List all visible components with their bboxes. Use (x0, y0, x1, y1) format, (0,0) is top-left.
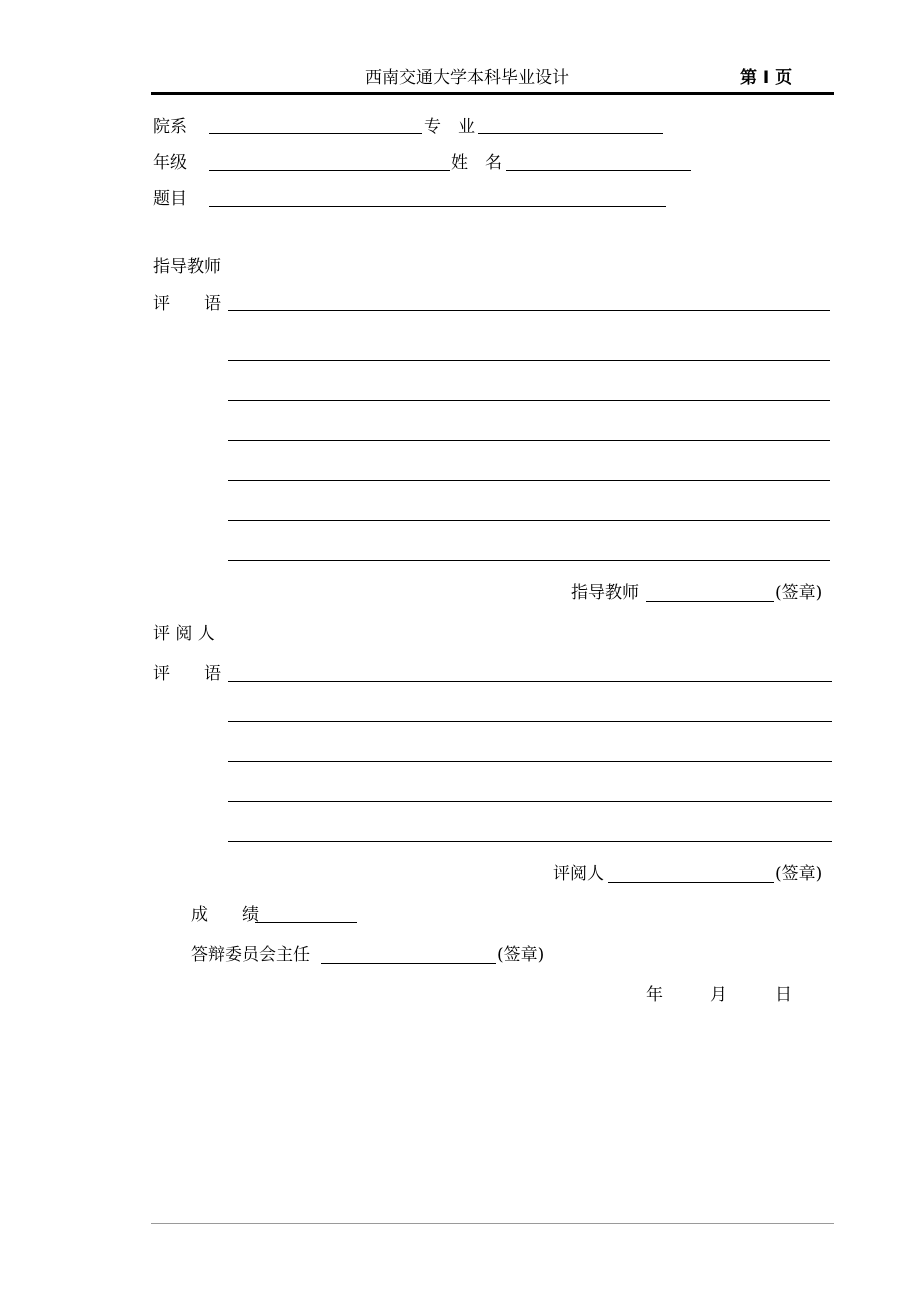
advisor-comment-line[interactable] (228, 520, 830, 521)
advisor-seal-label: (签章) (775, 583, 823, 603)
reviewer-comment-line[interactable] (228, 681, 832, 682)
advisor-heading: 指导教师 (153, 257, 221, 277)
score-field[interactable] (255, 922, 357, 923)
advisor-sign-label: 指导教师 (571, 583, 639, 603)
reviewer-sign-field[interactable] (608, 882, 774, 883)
date-year: 年 (646, 985, 663, 1005)
page-title: 西南交通大学本科毕业设计 (365, 68, 569, 88)
reviewer-comment-line[interactable] (228, 721, 832, 722)
advisor-comment-line[interactable] (228, 560, 830, 561)
name-field[interactable] (506, 170, 691, 171)
reviewer-comment-line[interactable] (228, 801, 832, 802)
name-label: 姓 名 (451, 153, 502, 173)
chair-label: 答辩委员会主任 (191, 945, 310, 965)
advisor-sign-field[interactable] (646, 601, 774, 602)
major-label: 专 业 (424, 117, 475, 137)
score-label: 成 绩 (191, 905, 259, 925)
reviewer-comment-line[interactable] (228, 761, 832, 762)
chair-sign-field[interactable] (321, 963, 496, 964)
advisor-comment-line[interactable] (228, 400, 830, 401)
major-field[interactable] (478, 133, 663, 134)
reviewer-sign-label: 评阅人 (553, 864, 604, 884)
advisor-comment-line[interactable] (228, 480, 830, 481)
reviewer-seal-label: (签章) (775, 864, 823, 884)
page-number: 第 I 页 (740, 68, 793, 88)
advisor-comment-line[interactable] (228, 440, 830, 441)
advisor-comment-line[interactable] (228, 360, 830, 361)
department-label: 院系 (153, 117, 187, 137)
chair-seal-label: (签章) (497, 945, 545, 965)
grade-field[interactable] (209, 170, 450, 171)
date-day: 日 (775, 985, 792, 1005)
grade-label: 年级 (153, 153, 187, 173)
topic-field[interactable] (209, 206, 666, 207)
advisor-comment-line[interactable] (228, 310, 830, 311)
department-field[interactable] (209, 133, 422, 134)
reviewer-heading: 评 阅 人 (153, 624, 215, 644)
topic-label: 题目 (153, 189, 187, 209)
reviewer-comment-line[interactable] (228, 841, 832, 842)
footer-rule (151, 1223, 834, 1224)
header-rule (151, 92, 834, 95)
date-month: 月 (710, 985, 727, 1005)
reviewer-comment-label: 评 语 (153, 664, 221, 684)
advisor-comment-label: 评 语 (153, 294, 221, 314)
